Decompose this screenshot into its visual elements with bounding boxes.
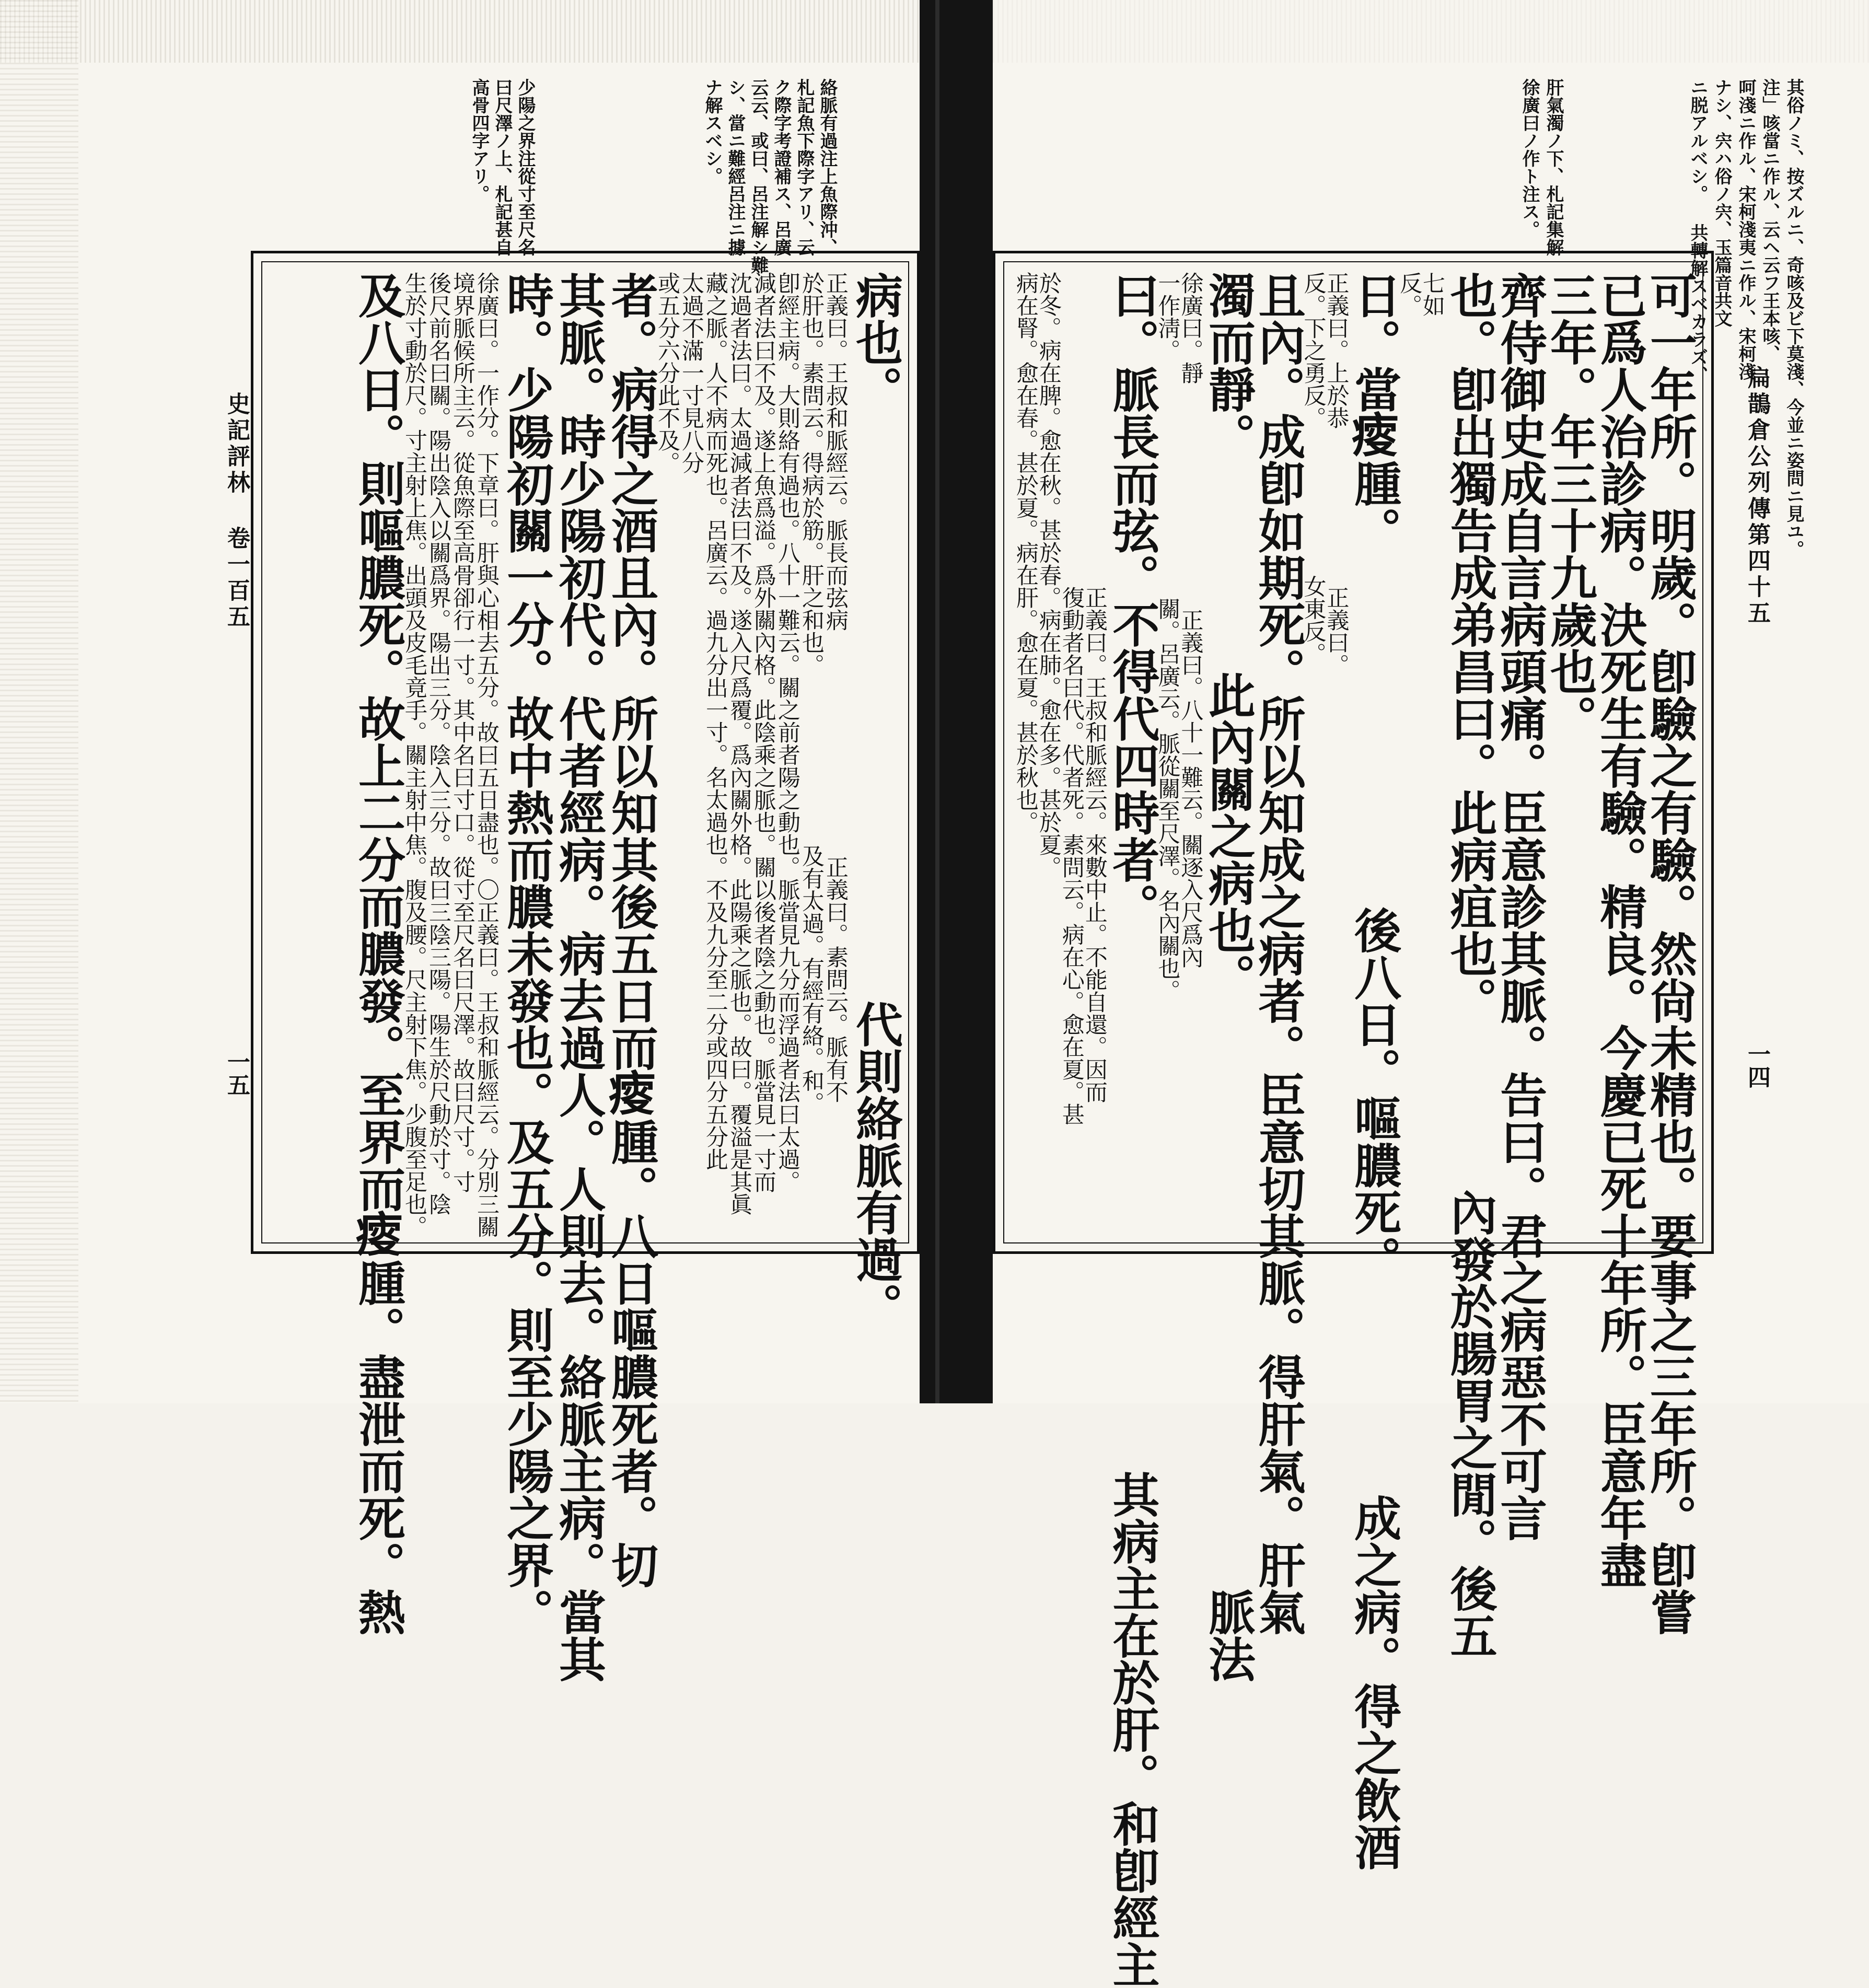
header-note-column: 曰尺澤ノ上、札記甚自: [491, 78, 513, 256]
header-note-column: [667, 78, 680, 235]
header-note-column: [630, 78, 643, 235]
header-note-column: 注」咳當ニ作ル、云ヘ云フ王本咳、: [1759, 78, 1780, 363]
annotation-column: 一作淸。 關。呂廣云。脈從關至尺澤。名內關也。: [1154, 272, 1181, 1002]
text-column: 時。少陽初關一分。故中熱而膿未發也。及五分。則至少陽之界。: [498, 272, 554, 1635]
text-column: 其脈。時少陽初代。代者經病。病去過人。人則去。絡脈主病。當其: [551, 272, 606, 1682]
header-note-column: [1568, 78, 1586, 235]
header-note-column: 肝氣濁ノ下、札記集解: [1543, 78, 1564, 256]
text-column: 可一年所。明歲。卽驗之有驗。然尙未精也。要事之三年所。卽嘗: [1642, 272, 1697, 1635]
annotation-column: 於肝也。素問云。得病於筋。肝之和也。 及有太過。有經有絡。和。: [798, 272, 825, 1114]
header-note-column: [1592, 78, 1610, 235]
annotation-column: 七如: [1419, 272, 1446, 317]
header-note-column: 云云、或曰、呂注解シ難: [748, 78, 769, 274]
annotation-column: 藏之脈。人不病而死也。呂廣云。過九分出一寸。名太過也。不及九分至二分或四分五分此: [702, 272, 728, 1170]
annotation-column: 後尺前名曰關。陽出陰入以關爲界。陽出三分。陰入三分。故曰三陰三陽。陽生於尺動於寸。陰: [425, 272, 451, 1215]
header-note-column: [576, 78, 589, 235]
annotation-column: 反。下之勇反。 女東反。: [1300, 272, 1327, 665]
header-note-column: [1640, 78, 1658, 235]
annotation-column: 病在腎。愈在春。甚於夏。病在肝。愈在夏。甚於秋也。: [1012, 272, 1039, 833]
header-note-column: [594, 78, 607, 235]
text-column: 者。病得之酒且內。所以知其後五日而𤸃腫。八日嘔膿死者。切: [603, 272, 658, 1588]
book-gutter: [920, 0, 993, 1403]
annotation-column: 反。: [1396, 272, 1423, 317]
text-column: 也。卽出獨告成弟昌曰。此病疽也。 內發於腸胃之閒。後五: [1442, 272, 1497, 1659]
gutter-edge: [935, 0, 939, 1403]
page-edge-speckle: [0, 0, 78, 1403]
annotation-column: 正義曰。上於恭 正義曰。: [1323, 272, 1350, 676]
header-note-column: [612, 78, 625, 235]
left-page: [0, 0, 920, 1682]
header-note-column: [685, 78, 698, 235]
header-note-column: 札記魚下際字アリ、云: [794, 78, 815, 256]
text-column: 且內。成卽如期死。所以知成之病者。臣意切其脈。得肝氣。肝氣: [1250, 272, 1306, 1635]
header-note-column: ナ解スベシ。: [702, 78, 723, 185]
header-note-column: 其俗ノミ、按ズルニ、奇咳及ビ下莫淺、今並ニ姿問ニ見ユ。: [1783, 78, 1804, 558]
page-edge-speckle: [993, 0, 1869, 63]
header-note-column: ナシ、宍ハ俗ノ宍、玉篇音共文: [1711, 78, 1732, 327]
header-note-column: 徐廣曰ノ作ト注ス。: [1519, 78, 1540, 238]
annotation-column: 或五分六分此不及。: [654, 272, 680, 474]
header-note-column: シ、當ニ難經呂注ニ據: [725, 78, 746, 256]
right-page: [993, 0, 1869, 1988]
header-note-column: 呵淺ニ作ル、宋柯淺夷ニ作ル、宋柯淺: [1735, 78, 1756, 380]
text-column: 病也。 代則絡脈有過。: [848, 272, 903, 1330]
annotation-column: 徐廣曰。一作分。下章曰。肝與心相去五分。故曰五日盡也。〇正義曰。王叔和脈經云。分別三關: [473, 272, 500, 1238]
annotation-column: 正義曰。王叔和脈經云。脈長而弦病 正義曰。素問云。脈有不: [822, 272, 849, 1103]
text-column: 齊侍御史成自言病頭痛。臣意診其脈。告曰。君之病惡不可言: [1492, 272, 1548, 1541]
annotation-column: 於冬。病在脾。愈在秋。甚於春。病在肺。愈在多。甚於夏。: [1035, 272, 1062, 878]
text-column: 日。當𤸃腫。 後八日。嘔膿死。 成之病。得之飲酒: [1346, 272, 1402, 1870]
text-column: 曰。脈長而弦。不得代四時者。 其病主在於肝。和卽經主: [1104, 272, 1160, 1988]
header-note-column: ク際字考證補ス、呂廣: [771, 78, 792, 256]
left-page-number: 一五: [223, 1050, 250, 1096]
annotation-column: 正義曰。王叔和脈經云。來數中止。不能自還。因而: [1081, 272, 1108, 1103]
header-note-column: 絡脈有過注上魚際沖、: [817, 78, 838, 256]
left-text-columns: [272, 272, 903, 1682]
header-note-column: [1664, 78, 1682, 235]
annotation-column: 生於寸動於尺。寸主射上焦。出頭及皮毛竟手。關主射中焦。腹及腰。尺主射下焦。少腹至足也。: [401, 272, 427, 1238]
annotation-column: 徐廣曰。靜 正義曰。八十一難云。關逐入尺爲內: [1177, 272, 1204, 968]
text-column: 三年。年三十九歲也。: [1541, 272, 1597, 742]
header-note-column: [648, 78, 661, 235]
annotation-column: 減者法曰不及。遂上魚爲溢。爲外關內格。此陰乘之脈也。關以後者陰之動也。脈當見一寸而: [750, 272, 776, 1193]
annotation-column: 沈過者法曰。太過減者法曰不及。遂入尺爲覆。爲內關外格。此陽乘之脈也。故曰。覆溢是其眞: [726, 272, 752, 1215]
header-note-column: ニ脱アルベシ。 共轉解スベカラズ、: [1687, 78, 1708, 383]
annotation-column: 太過不滿一寸見八分: [678, 272, 704, 474]
text-column: 濁而靜。 此內關之病也。 脈法: [1200, 272, 1256, 1682]
text-column: 及八日。則嘔膿死。故上二分而膿發。至界而𤸃腫。盡泄而死。熱: [350, 272, 405, 1635]
right-page-number: 一四: [1744, 1042, 1770, 1088]
header-note-column: [558, 78, 571, 235]
annotation-column: 卽經主病。大則絡有過也。八十一難云。關之前者陽之動也。脈當見九分而浮過者法曰太過。: [774, 272, 800, 1193]
text-column: 已爲人治診病。決死生有驗。精良。今慶已死十年所。臣意年盡: [1592, 272, 1647, 1588]
annotation-column: 復動者名曰代。代者死。素問云。病在心。愈在夏。甚: [1058, 272, 1085, 1125]
header-note-column: 少陽之界注從寸至尺名: [514, 78, 536, 256]
right-text-columns: [1012, 272, 1697, 1988]
left-running-title: 史記評林 卷一百五: [223, 392, 250, 631]
right-running-title: 扁鵲倉公列傳第四十五: [1744, 366, 1770, 627]
header-note-column: 高骨四字アリ。: [468, 78, 490, 203]
header-note-column: [1616, 78, 1634, 235]
annotation-column: 境界脈候所主云。從魚際至高骨卻行一寸。其中名曰寸口。從寸至尺名曰尺澤。故曰尺寸。寸: [449, 272, 475, 1193]
page-edge-speckle: [0, 0, 920, 63]
header-note-column: [539, 78, 552, 235]
left-header-notes: [468, 78, 838, 274]
